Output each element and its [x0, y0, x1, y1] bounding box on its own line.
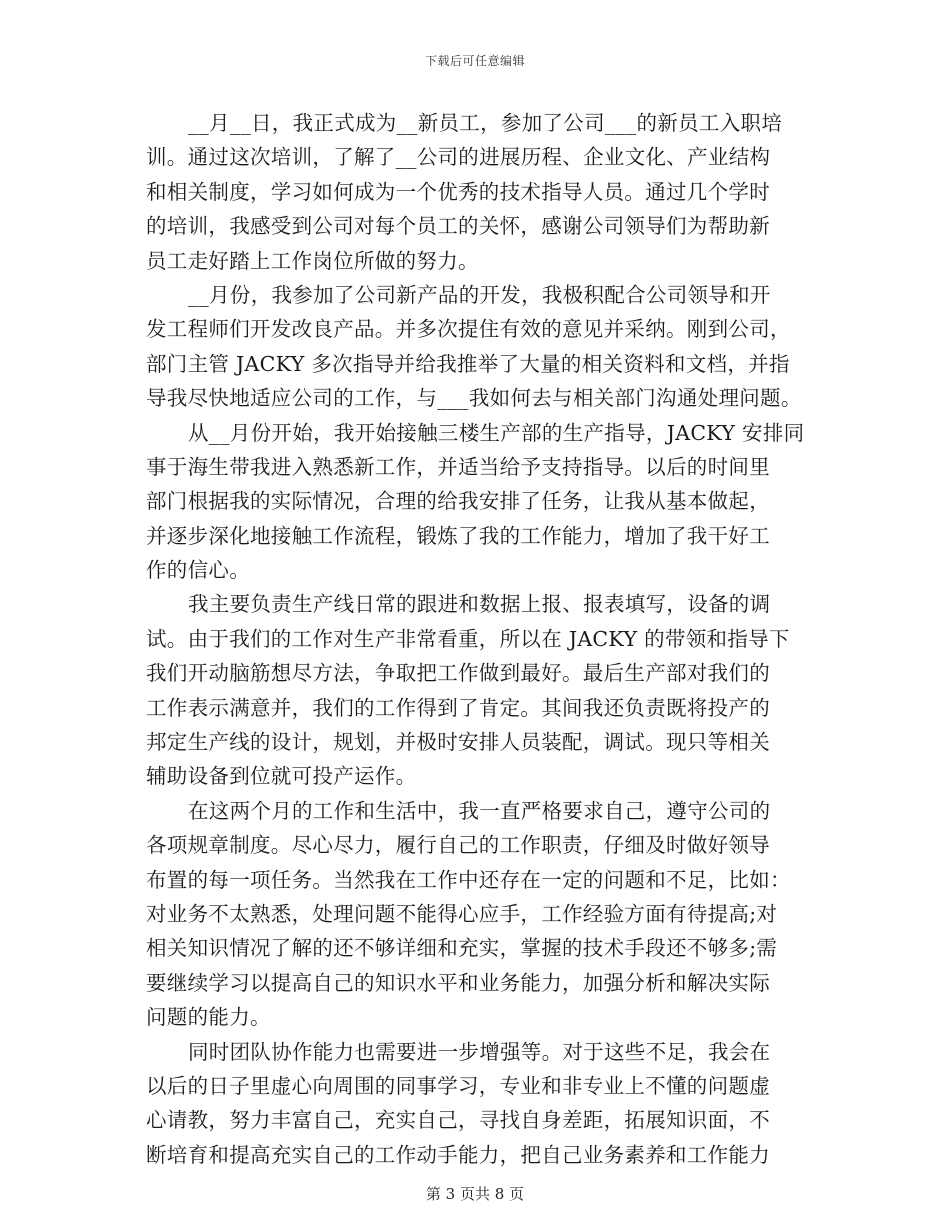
text-line: 部门主管 JACKY 多次指导并给我推举了大量的相关资料和文档，并指 — [146, 351, 790, 376]
text-line: 部门根据我的实际情况，合理的给我安排了任务，让我从基本做起， — [146, 489, 770, 514]
text-line: 问题的能力。 — [146, 1005, 271, 1030]
text-line: 我主要负责生产线日常的跟进和数据上报、报表填写，设备的调 — [188, 592, 771, 617]
text-line: 辅助设备到位就可投产运作。 — [146, 764, 417, 789]
text-line: 各项规章制度。尽心尽力，履行自己的工作职责，仔细及时做好领导 — [146, 833, 770, 858]
page-header: 下载后可任意编辑 — [424, 54, 525, 68]
text-line: 和相关制度，学习如何成为一个优秀的技术指导人员。通过几个学时 — [146, 179, 770, 204]
text-line: 员工走好踏上工作岗位所做的努力。 — [146, 248, 479, 273]
text-line: 要继续学习以提高自己的知识水平和业务能力，加强分析和解决实际 — [146, 970, 770, 995]
text-line: __月__日，我正式成为__新员工，参加了公司___的新员工入职培 — [188, 111, 783, 135]
text-line: 并逐步深化地接触工作流程，锻炼了我的工作能力，增加了我干好工 — [146, 523, 770, 548]
text-line: 相关知识情况了解的还不够详细和充实，掌握的技术手段还不够多;需 — [146, 936, 778, 961]
text-line: 以后的日子里虚心向周围的同事学习，专业和非专业上不懂的问题虚 — [146, 1073, 770, 1098]
text-line: 的培训，我感受到公司对每个员工的关怀，感谢公司领导们为帮助新 — [146, 214, 770, 239]
text-line: 从__月份开始，我开始接触三楼生产部的生产指导，JACKY 安排同 — [188, 420, 805, 445]
text-line: 作的信心。 — [146, 558, 250, 583]
text-line: 我们开动脑筋想尽方法，争取把工作做到最好。最后生产部对我们的 — [146, 661, 770, 686]
body-text — [146, 106, 810, 1172]
page-footer: 第 3 页共 8 页 — [425, 1185, 525, 1203]
text-line: 对业务不太熟悉，处理问题不能得心应手，工作经验方面有待提高;对 — [146, 901, 778, 926]
text-line: 发工程师们开发改良产品。并多次提住有效的意见并采纳。刚到公司， — [146, 317, 791, 342]
text-line: 工作表示满意并，我们的工作得到了肯定。其间我还负责既将投产的 — [146, 695, 770, 720]
text-line: 训。通过这次培训，了解了__公司的进展历程、企业文化、产业结构 — [146, 145, 771, 170]
text-line: 试。由于我们的工作对生产非常看重，所以在 JACKY 的带领和指导下 — [146, 626, 790, 651]
text-line: 导我尽快地适应公司的工作，与___我如何去与相关部门沟通处理问题。 — [146, 386, 802, 411]
text-line: 邦定生产线的设计，规划，并极时安排人员装配，调试。现只等相关 — [146, 730, 770, 755]
text-line: 事于海生带我进入熟悉新工作，并适当给予支持指导。以后的时间里 — [146, 454, 770, 479]
text-line: 布置的每一项任务。当然我在工作中还存在一定的问题和不足，比如： — [146, 867, 791, 892]
text-line: 心请教，努力丰富自己，充实自己，寻找自身差距，拓展知识面，不 — [146, 1108, 770, 1133]
text-line: 同时团队协作能力也需要进一步增强等。对于这些不足，我会在 — [188, 1039, 771, 1064]
text-line: 断培育和提高充实自己的工作动手能力，把自己业务素养和工作能力 — [146, 1142, 770, 1167]
text-line: 在这两个月的工作和生活中，我一直严格要求自己，遵守公司的 — [188, 798, 771, 823]
text-line: __月份，我参加了公司新产品的开发，我极积配合公司领导和开 — [188, 282, 771, 307]
